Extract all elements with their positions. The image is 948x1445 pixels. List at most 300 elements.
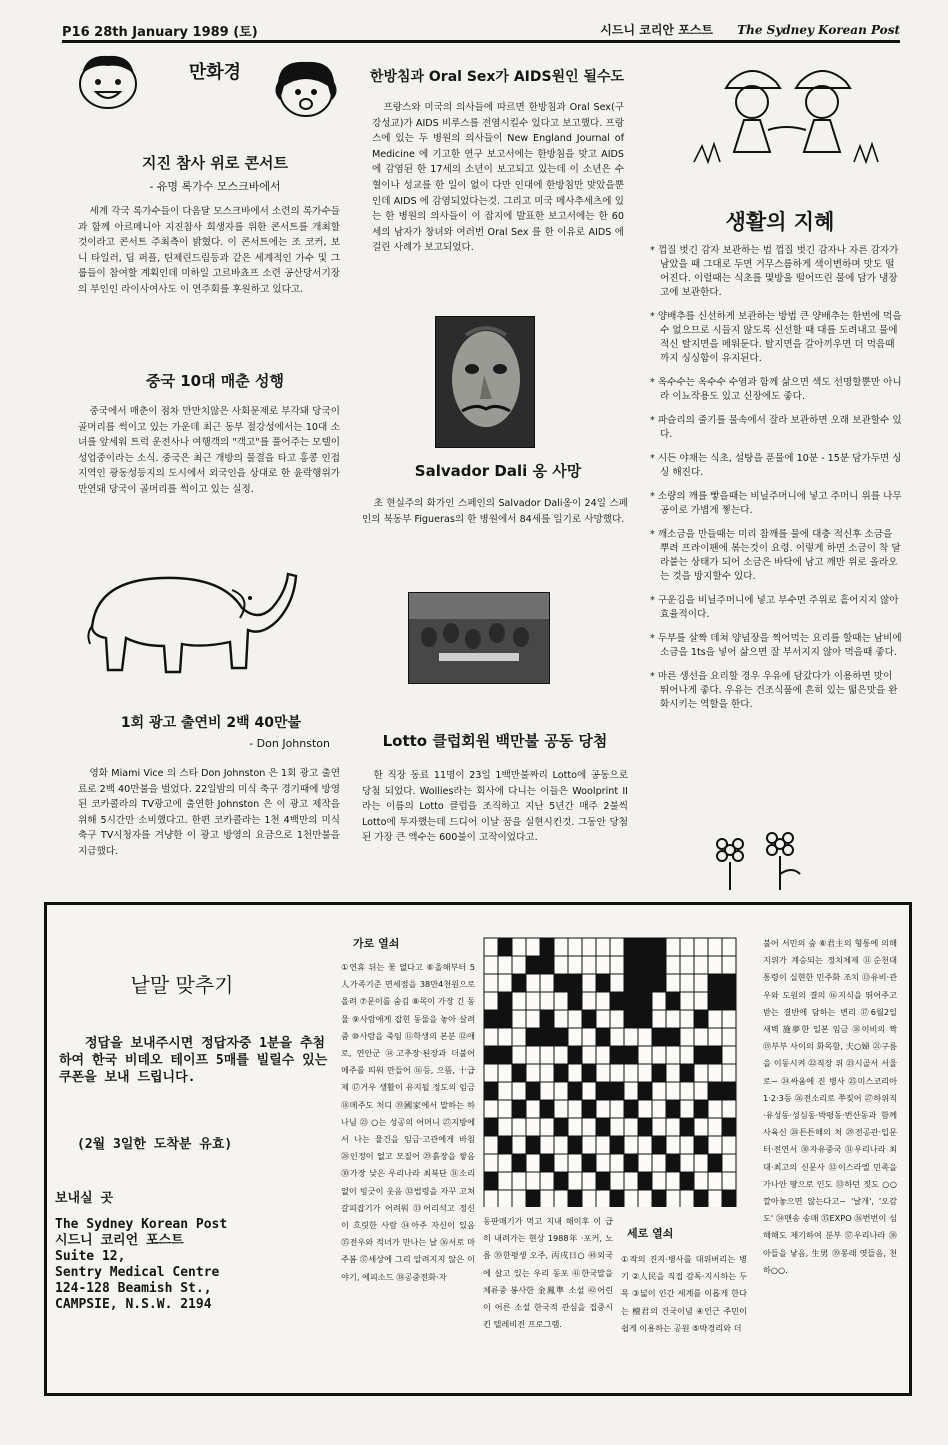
crossword-black-cell (708, 1154, 722, 1172)
crossword-white-cell (638, 1190, 652, 1207)
across-clues-continued: 동판매기가 먹고 지내 해이후 이 급히 내려가는 현상 1988年 ·포커, 노름 ㊴한평생 오주, 丙戌日○ ㊵외국에 살고 있는 우리 동포 ㊶한국말을 체류중 봉사한 金鳳準 소설 ㊷어린이 어른 소설 한국적 관심을 집중시킨 텔레비전 프로그램. (483, 1216, 613, 1330)
crossword-black-cell (484, 1046, 498, 1064)
crossword-white-cell (484, 1028, 498, 1046)
crossword-black-cell (554, 1172, 568, 1190)
crossword-white-cell (512, 1190, 526, 1207)
crossword-white-cell (652, 992, 666, 1010)
crossword-white-cell (526, 1118, 540, 1136)
crossword-black-cell (624, 1154, 638, 1172)
crossword-white-cell (610, 1118, 624, 1136)
crossword-black-cell (582, 1154, 596, 1172)
paper-name-english: The Sydney Korean Post (737, 23, 900, 37)
crossword-black-cell (680, 1118, 694, 1136)
crossword-white-cell (596, 1010, 610, 1028)
crossword-white-cell (666, 1046, 680, 1064)
elephant-illustration (82, 568, 312, 686)
boy-face-illustration (72, 48, 144, 112)
crossword-black-cell (722, 1190, 736, 1207)
crossword-white-cell (568, 1064, 582, 1082)
crossword-black-cell (554, 1118, 568, 1136)
address-line: 시드니 코리언 포스트 (55, 1233, 184, 1248)
crossword-black-cell (638, 956, 652, 974)
crossword-white-cell (596, 938, 610, 956)
crossword-black-cell (540, 1100, 554, 1118)
wisdom-tips-list (650, 244, 902, 722)
crossword-white-cell (680, 1046, 694, 1064)
crossword-white-cell (582, 1028, 596, 1046)
crossword-white-cell (498, 1118, 512, 1136)
down-clues-text: ①작의 진지·병사를 대위버리는 병기 ②人民을 직접 감독·지시하는 두목 ③넓이 인간 세계를 이롭게 한다는 檀君의 건국이념 ④인근 주민이 쉽게 이용하는 공원 ⑤박경리와 더 (621, 1254, 747, 1333)
crossword-white-cell (568, 1172, 582, 1190)
crossword-white-cell (568, 1118, 582, 1136)
crossword-white-cell (722, 1154, 736, 1172)
wisdom-tip: * 시든 야채는 식초, 설탕을 푼물에 10분 - 15분 담가두면 싱싱 해진다. (650, 453, 902, 478)
crossword-white-cell (610, 938, 624, 956)
crossword-black-cell (666, 1028, 680, 1046)
puzzle-title: 낱말 맞추기 (130, 973, 234, 997)
crossword-black-cell (526, 1136, 540, 1154)
crossword-white-cell (526, 1154, 540, 1172)
crossword-white-cell (596, 1154, 610, 1172)
crossword-white-cell (540, 1172, 554, 1190)
crossword-white-cell (652, 1172, 666, 1190)
crossword-white-cell (554, 992, 568, 1010)
crossword-white-cell (526, 938, 540, 956)
crossword-white-cell (694, 1028, 708, 1046)
crossword-black-cell (568, 1046, 582, 1064)
crossword-white-cell (596, 1046, 610, 1064)
crossword-white-cell (722, 956, 736, 974)
crossword-white-cell (708, 1190, 722, 1207)
crossword-black-cell (624, 1100, 638, 1118)
crossword-black-cell (554, 974, 568, 992)
johnston-subheadline: - Don Johnston (249, 737, 330, 750)
crossword-white-cell (708, 956, 722, 974)
crossword-white-cell (708, 1136, 722, 1154)
crossword-black-cell (596, 1082, 610, 1100)
crossword-white-cell (540, 1082, 554, 1100)
crossword-white-cell (610, 1064, 624, 1082)
crossword-black-cell (540, 1154, 554, 1172)
crossword-white-cell (484, 1190, 498, 1207)
crossword-white-cell (694, 1154, 708, 1172)
address-line: CAMPSIE, N.S.W. 2194 (55, 1297, 212, 1312)
crossword-white-cell (554, 1010, 568, 1028)
crossword-white-cell (624, 1028, 638, 1046)
crossword-white-cell (708, 1064, 722, 1082)
crossword-white-cell (498, 1154, 512, 1172)
crossword-white-cell (484, 974, 498, 992)
johnston-headline: 1회 광고 출연비 2백 40만불 (120, 715, 302, 731)
crossword-white-cell (722, 1064, 736, 1082)
crossword-white-cell (638, 1028, 652, 1046)
crossword-white-cell (582, 974, 596, 992)
crossword-white-cell (624, 1118, 638, 1136)
crossword-black-cell (568, 1136, 582, 1154)
crossword-black-cell (624, 1010, 638, 1028)
puzzle-intro: 정답을 보내주시면 정답자중 1분을 추첨하여 한국 비데오 테이프 5매를 빌릴수 있는 쿠폰을 보내 드립니다. (59, 1036, 328, 1085)
crossword-black-cell (610, 1046, 624, 1064)
dali-body: 초 현실주의 화가인 스페인의 Salvador Dali옹이 24일 스페인의 북동부 Figueras의 한 병원에서 84세를 일기로 사망했다. (362, 498, 628, 525)
crossword-black-cell (610, 1190, 624, 1207)
crossword-black-cell (512, 1154, 526, 1172)
wisdom-heading: 생활의 지혜 (725, 210, 835, 234)
crossword-black-cell (526, 1190, 540, 1207)
crossword-white-cell (694, 974, 708, 992)
crossword-black-cell (596, 1172, 610, 1190)
crossword-black-cell (624, 974, 638, 992)
crossword-black-cell (666, 1154, 680, 1172)
crossword-white-cell (722, 1028, 736, 1046)
crossword-black-cell (568, 992, 582, 1010)
crossword-black-cell (652, 974, 666, 992)
crossword-white-cell (624, 1136, 638, 1154)
send-to-label: 보내실 곳 (55, 1191, 114, 1206)
crossword-black-cell (582, 1010, 596, 1028)
crossword-black-cell (638, 1082, 652, 1100)
crossword-black-cell (540, 1010, 554, 1028)
crossword-white-cell (484, 1100, 498, 1118)
crossword-white-cell (638, 1154, 652, 1172)
lotto-body: 한 직장 동료 11명이 23일 1백만불짜리 Lotto에 공동으로 당첨 되었다. Wollies라는 회사에 다니는 이들은 Woolprint II라는 이름의 Lotto 클럽을 조직하고 지난 5년간 매주 2불씩 Lotto에 투자했는데 드디어 이날 꿈을 실현시킨것. 그동안 당첨된 가장 큰 액수는 600불이 고작이었다고. (362, 770, 628, 844)
crossword-white-cell (694, 938, 708, 956)
crossword-white-cell (526, 1100, 540, 1118)
crossword-white-cell (568, 956, 582, 974)
lotto-winners-photo (408, 592, 550, 684)
crossword-black-cell (708, 974, 722, 992)
crossword-black-cell (568, 1190, 582, 1207)
masthead (580, 21, 900, 38)
crossword-white-cell (498, 1100, 512, 1118)
crossword-black-cell (610, 1082, 624, 1100)
paper-name-korean: 시드니 코리안 포스트 (600, 23, 713, 37)
crossword-white-cell (582, 1136, 596, 1154)
crossword-black-cell (652, 1064, 666, 1082)
crossword-white-cell (512, 956, 526, 974)
crossword-white-cell (582, 1190, 596, 1207)
crossword-white-cell (512, 1172, 526, 1190)
wisdom-tip: * 껍질 벗긴 감자 보관하는 법 껍질 벗긴 감자나 자른 감자가 남았을 때 그대로 두면 거무스름하게 색이변하며 맛도 떨어진다. 이럴때는 식초를 몇방울 떨어뜨린 물에 담가 냉장고에 보관한다. (650, 245, 899, 298)
crossword-black-cell (610, 992, 624, 1010)
crossword-black-cell (596, 1028, 610, 1046)
crossword-white-cell (624, 1172, 638, 1190)
crossword-black-cell (708, 1046, 722, 1064)
crossword-black-cell (582, 1064, 596, 1082)
crossword-black-cell (694, 1046, 708, 1064)
crossword-black-cell (554, 1064, 568, 1082)
crossword-black-cell (666, 992, 680, 1010)
crossword-black-cell (610, 1136, 624, 1154)
crossword-white-cell (708, 1118, 722, 1136)
crossword-white-cell (568, 938, 582, 956)
address-line: Suite 12, (55, 1249, 126, 1264)
crossword-black-cell (526, 1082, 540, 1100)
wisdom-tip: * 깨소금을 만들때는 미리 참깨를 물에 대충 적신후 소금을 뿌려 프라이팬에 볶는것이 요령. 이렇게 하면 소금이 착 달라붙는 상태가 되어 소금은 바닥에 남고 깨만 위로 올라오는 것을 방지할수 있다. (650, 529, 901, 582)
crossword-black-cell (722, 992, 736, 1010)
crossword-white-cell (722, 1046, 736, 1064)
crossword-white-cell (540, 1118, 554, 1136)
crossword-white-cell (666, 1136, 680, 1154)
crossword-black-cell (484, 1118, 498, 1136)
concert-subheadline: - 유명 록가수 모스크바에서 (149, 180, 281, 193)
crossword-white-cell (512, 1136, 526, 1154)
crossword-white-cell (484, 938, 498, 956)
crossword-white-cell (554, 956, 568, 974)
crossword-white-cell (554, 1046, 568, 1064)
crossword-black-cell (512, 974, 526, 992)
address-line: The Sydney Korean Post (55, 1217, 228, 1232)
crossword-white-cell (652, 1082, 666, 1100)
crossword-white-cell (568, 1154, 582, 1172)
wisdom-tip: * 구운김을 비닐주머니에 넣고 부수면 주위로 흩어지지 않아 효율적이다. (650, 595, 899, 620)
crossword-white-cell (722, 1100, 736, 1118)
crossword-white-cell (526, 1172, 540, 1190)
crossword-white-cell (526, 1046, 540, 1064)
crossword-white-cell (554, 1100, 568, 1118)
crossword-black-cell (652, 1028, 666, 1046)
crossword-white-cell (484, 1154, 498, 1172)
crossword-white-cell (610, 974, 624, 992)
crossword-white-cell (638, 1064, 652, 1082)
crossword-white-cell (694, 1172, 708, 1190)
crossword-white-cell (694, 1064, 708, 1082)
wisdom-tip: * 옥수수는 옥수수 수염과 함께 삶으면 색도 선명할뿐만 아니라 이뇨작용도 있고 신장에도 좋다. (650, 377, 902, 402)
crossword-grid (483, 937, 739, 1207)
crossword-black-cell (498, 1136, 512, 1154)
crossword-black-cell (596, 974, 610, 992)
crossword-white-cell (540, 1136, 554, 1154)
aids-body: 프랑스와 미국의 의사들에 따르면 한방침과 Oral Sex(구강성교)가 AIDS 비루스를 전염시킬수 있다고 보고했다. 프랑스에 있는 두 병원의 의사들이 New England Journal of Medicine 에 기고한 연구 보고서에는 한방침을 맞고 AIDS 에 감염된 한 17세의 소년이 보고되고 있는데 이 소년은 수혈이나 성교를 한 일이 없이 다만 인대에 한방침만 맞았을뿐인데 AIDS 에 감염되었다는것. 그리고 미국 메사추세츠에 있는 한 병원의 의사들이 이 잡지에 발표한 보고서에는 한 60세의 남자가 창녀와 여러번 Oral Sex 를 한 이유로 AIDS 에 걸린 사례가 보고되었다. (372, 102, 624, 254)
cartoon-heading: 만화경 (188, 62, 242, 83)
crossword-black-cell (638, 1010, 652, 1028)
crossword-white-cell (484, 956, 498, 974)
crossword-black-cell (694, 1010, 708, 1028)
crossword-black-cell (708, 1082, 722, 1100)
crossword-black-cell (638, 938, 652, 956)
crossword-white-cell (624, 1190, 638, 1207)
crossword-white-cell (624, 1064, 638, 1082)
crossword-white-cell (568, 1100, 582, 1118)
crossword-white-cell (638, 1046, 652, 1064)
crossword-white-cell (582, 992, 596, 1010)
down-clues-continued: 불어 서민의 숲 ⑥君主의 형통에 의해 지위가 계승되는 정치체제 ⑪순천대통령이 실현한 민주화 조치 ⑬유비·관우와 도원의 결의 ⑯지식을 뛰어주고 받는 결반에 담하는 변리 ⑰6월2일 새벽 施夢한 일본 임금 ⑱이비의 짝 ⑲부부 사이의 화목함, 夫○婦 ㉑구름을 이동시켜 ㉒직장 위 ㉓시골서 서울로~ ㉔싸움에 진 병사 ㉕미스코리아 1·2·3등 ㉖전소리로 쭈짖어 ㉗하위직·유성동·성심동·박평동·번산동과 함께 사육신 ㉘튼튼해의 처 ㉙전공관·입문터·전연서 ㉚자유중국 ㉛우리나라 최대·최고의 신문사 ㉜이스라엘 민족을 가나안 땅으로 인도 ㉝하던 짓도 ○○ 깔아놓으면 않는다고~ '날개', '오감도' ㉞맨송 송매 ㉟EXPO ㊱번번이 심해해도 제기하여 분부 ㊲우리나라 ㊳아들을 낳음, 生男 ㊴몽래 엿들음, 천하○○. (763, 938, 897, 1275)
crossword-white-cell (526, 974, 540, 992)
crossword-white-cell (680, 1136, 694, 1154)
dali-portrait (436, 317, 534, 447)
crossword-black-cell (596, 1118, 610, 1136)
crossword-white-cell (680, 1190, 694, 1207)
crossword-white-cell (680, 1010, 694, 1028)
crossword-white-cell (652, 1100, 666, 1118)
crossword-white-cell (540, 1064, 554, 1082)
crossword-white-cell (680, 956, 694, 974)
crossword-white-cell (512, 1118, 526, 1136)
crossword-white-cell (582, 1118, 596, 1136)
crossword-white-cell (652, 1118, 666, 1136)
crossword-black-cell (512, 1064, 526, 1082)
crossword-black-cell (540, 1028, 554, 1046)
crossword-black-cell (722, 1082, 736, 1100)
crossword-black-cell (540, 938, 554, 956)
crossword-white-cell (666, 1064, 680, 1082)
crossword-white-cell (582, 938, 596, 956)
crossword-white-cell (680, 1028, 694, 1046)
crossword-white-cell (596, 1190, 610, 1207)
crossword-black-cell (652, 938, 666, 956)
crossword-white-cell (512, 992, 526, 1010)
crossword-black-cell (498, 938, 512, 956)
crossword-black-cell (582, 1100, 596, 1118)
johnston-body: 영화 Miami Vice 의 스타 Don Johnston 은 1회 광고 출연료로 2백 40만불을 벌었다. 22일밤의 미식 축구 경기때에 방영된 코카콜라의 TV광고에 출연한 Johnston 은 이 광고 제작을 위해 5시간만 소비했다고. 한편 코카콜라는 1천 4백만의 미식축구 TV시청자를 겨냥한 이 광고 방영의 요금으로 1천만불을 지급했다. (78, 768, 340, 857)
page-date: P16 28th January 1989 (토) (62, 25, 258, 40)
crossword-white-cell (540, 1190, 554, 1207)
crossword-white-cell (708, 1100, 722, 1118)
crossword-white-cell (554, 1154, 568, 1172)
crossword-white-cell (666, 1010, 680, 1028)
wisdom-tip: * 소량의 깨를 빻을때는 비닐주머니에 넣고 주머니 위를 나무공이로 가볍게 찧는다. (650, 491, 902, 516)
crossword-white-cell (652, 1046, 666, 1064)
crossword-black-cell (498, 1010, 512, 1028)
crossword-black-cell (694, 1136, 708, 1154)
crossword-white-cell (722, 1136, 736, 1154)
crossword-white-cell (540, 974, 554, 992)
crossword-white-cell (498, 974, 512, 992)
wisdom-tip: * 마른 생선을 요리할 경우 우유에 담갔다가 이용하면 맛이 뛰어나게 좋다. 우유는 건조식품에 흔히 있는 떫은맛을 완화시키는 역할을 한다. (650, 671, 898, 710)
crossword-white-cell (498, 1190, 512, 1207)
dali-headline: Salvador Dali 옹 사망 (414, 462, 582, 480)
crossword-puzzle-box (44, 902, 912, 1396)
crossword-white-cell (498, 1172, 512, 1190)
crossword-white-cell (512, 1010, 526, 1028)
crossword-white-cell (554, 938, 568, 956)
page-header (62, 18, 900, 43)
puzzle-deadline: (2월 3일한 도착분 유효) (77, 1137, 233, 1152)
crossword-white-cell (666, 974, 680, 992)
crossword-white-cell (596, 956, 610, 974)
crossword-white-cell (680, 1154, 694, 1172)
crossword-black-cell (722, 974, 736, 992)
crossword-black-cell (652, 1136, 666, 1154)
across-clues-text: ①연휴 뒤는 꽃 없다고 ⑥올해부터 5人가족기준 면세점을 38만4천원으로 올려 ⑦문이를 숨김 ⑧목이 가장 긴 동물 ⑨사람에게 잡힌 동물을 놓아 살려줌 ⑩사람을 죽임 ⑪학생의 본분 ⑫애로, 연안군 ⑭고추장·된장과 더불어 메주를 띄워 만들어 ⑯등, 으뜸, 十급제 ⑰거우 생활이 유지될 정도의 임금 ⑱메주도 처디 ⑲國家에서 말하는 하나님 ㉓ ○는 성공의 어머니 ㉗지방에서 나는 물건을 임금·고관에게 바침 ㉘인정이 없고 모질어 ㉙흙장을 쌓음 ㉚가장 낮은 우리나라 최북단 ㉛소리없이 빙긋이 웃음 ㉜법령을 자꾸 고쳐 갈피잡기가 어려워 ㉝어리석고 정신이 흐릿한 사람 ㉞아주 자신이 있음 ㉟전우와 적녀가 만나는 날 ㊱서로 마주봄 ㊲세상에 그리 알려지지 않은 이야기, 에피소드 ㊳공중전화·자 (341, 962, 475, 1282)
crossword-black-cell (638, 1118, 652, 1136)
crossword-white-cell (708, 1028, 722, 1046)
crossword-white-cell (526, 1064, 540, 1082)
crossword-white-cell (694, 1082, 708, 1100)
crossword-black-cell (624, 938, 638, 956)
crossword-white-cell (512, 1028, 526, 1046)
crossword-black-cell (722, 1118, 736, 1136)
crossword-white-cell (526, 1010, 540, 1028)
crossword-white-cell (722, 938, 736, 956)
crossword-white-cell (596, 992, 610, 1010)
crossword-white-cell (610, 1010, 624, 1028)
crossword-black-cell (624, 1046, 638, 1064)
crossword-black-cell (680, 1064, 694, 1082)
crossword-black-cell (484, 1082, 498, 1100)
china-body: 중국에서 매춘이 점차 만만치않은 사회문제로 부각돼 당국이 골머리를 썩이고 있는 가운데 최근 동부 절강성에서는 10대 소녀를 앞세워 트럭 운전사나 여행객의 "객고"를 풀어주는 모텔이 성업중이라는 소식. 중국은 최근 개방의 물결을 타고 홍콩 인접지역인 광동성등지의 도시에서 외국인을 상대로 한 윤락행위가 만연돼 당국이 골머리를 썩이고 있는 실정. (78, 406, 340, 495)
crossword-white-cell (484, 1064, 498, 1082)
crossword-white-cell (652, 1010, 666, 1028)
crossword-white-cell (680, 938, 694, 956)
crossword-black-cell (666, 1100, 680, 1118)
crossword-white-cell (652, 1154, 666, 1172)
crossword-white-cell (680, 974, 694, 992)
crossword-white-cell (582, 1046, 596, 1064)
crossword-white-cell (582, 956, 596, 974)
girl-face-illustration (270, 52, 342, 122)
crossword-black-cell (484, 1010, 498, 1028)
crossword-black-cell (498, 1046, 512, 1064)
crossword-black-cell (624, 992, 638, 1010)
crossword-white-cell (610, 1028, 624, 1046)
crossword-black-cell (708, 992, 722, 1010)
crossword-black-cell (554, 1028, 568, 1046)
crossword-white-cell (666, 1118, 680, 1136)
crossword-white-cell (666, 956, 680, 974)
flowers-illustration (708, 830, 808, 894)
lotto-headline: Lotto 클럽회원 백만불 공동 당첨 (382, 732, 608, 750)
crossword-white-cell (498, 1082, 512, 1100)
crossword-black-cell (624, 956, 638, 974)
crossword-black-cell (694, 1100, 708, 1118)
down-clues-heading: 세로 열쇠 (627, 1227, 674, 1240)
crossword-white-cell (638, 1136, 652, 1154)
crossword-black-cell (568, 974, 582, 992)
crossword-white-cell (666, 1172, 680, 1190)
crossword-white-cell (568, 1028, 582, 1046)
crossword-white-cell (638, 1100, 652, 1118)
crossword-white-cell (484, 992, 498, 1010)
crossword-white-cell (708, 1010, 722, 1028)
address-line: 124-128 Beamish St., (55, 1281, 212, 1296)
crossword-white-cell (610, 956, 624, 974)
concert-body: 세계 각국 록가수들이 다음달 모스크바에서 소련의 록가수들과 함께 아르메니아 지진참사 희생자를 위한 콘서트를 개최할 것이라고 콘서트 주최측이 밝혔다. 이 콘서트에는 조 코커, 보니 타일러, 딥 퍼플, 틴제린드림등과 같은 세계적인 가수 및 그룹들이 참여할 계획인데 미하일 고르바쵸프 소련 공산당서기장의 부인인 라이사여사도 이 연주회를 후원하고 있다고. (78, 206, 340, 295)
crossword-black-cell (484, 1172, 498, 1190)
salvador-dali-photo (435, 316, 535, 448)
crossword-white-cell (596, 1136, 610, 1154)
crossword-white-cell (708, 1172, 722, 1190)
crossword-white-cell (526, 992, 540, 1010)
crossword-black-cell (526, 1028, 540, 1046)
crossword-white-cell (512, 1082, 526, 1100)
crossword-white-cell (694, 956, 708, 974)
crossword-white-cell (680, 1100, 694, 1118)
crossword-black-cell (638, 992, 652, 1010)
crossword-white-cell (540, 1046, 554, 1064)
crossword-white-cell (582, 1172, 596, 1190)
crossword-white-cell (610, 1154, 624, 1172)
crossword-white-cell (666, 1190, 680, 1207)
crossword-white-cell (694, 1118, 708, 1136)
crossword-black-cell (540, 956, 554, 974)
crossword-black-cell (568, 1082, 582, 1100)
crossword-white-cell (554, 1190, 568, 1207)
crossword-white-cell (484, 1136, 498, 1154)
crossword-black-cell (638, 974, 652, 992)
wisdom-tip: * 파슬리의 줄기를 물속에서 잘라 보관하면 오래 보관할수 있다. (650, 415, 902, 440)
crossword-white-cell (498, 1028, 512, 1046)
crossword-black-cell (652, 1190, 666, 1207)
crossword-black-cell (638, 1172, 652, 1190)
crossword-white-cell (498, 1064, 512, 1082)
wisdom-tip: * 양배추를 신선하게 보관하는 방법 큰 양배추는 한번에 먹을수 없으므로 시들지 않도록 신선할 때 대를 도려내고 물에 적신 탈지면을 메워둔다. 탈지면을 갈아끼우면 더 먹음때까지 싱싱함이 유지된다. (650, 311, 902, 364)
two-kids-illustration (690, 58, 880, 166)
crossword-black-cell (526, 956, 540, 974)
crossword-white-cell (666, 938, 680, 956)
crossword-white-cell (624, 1082, 638, 1100)
crossword-black-cell (680, 1172, 694, 1190)
crossword-white-cell (512, 1046, 526, 1064)
